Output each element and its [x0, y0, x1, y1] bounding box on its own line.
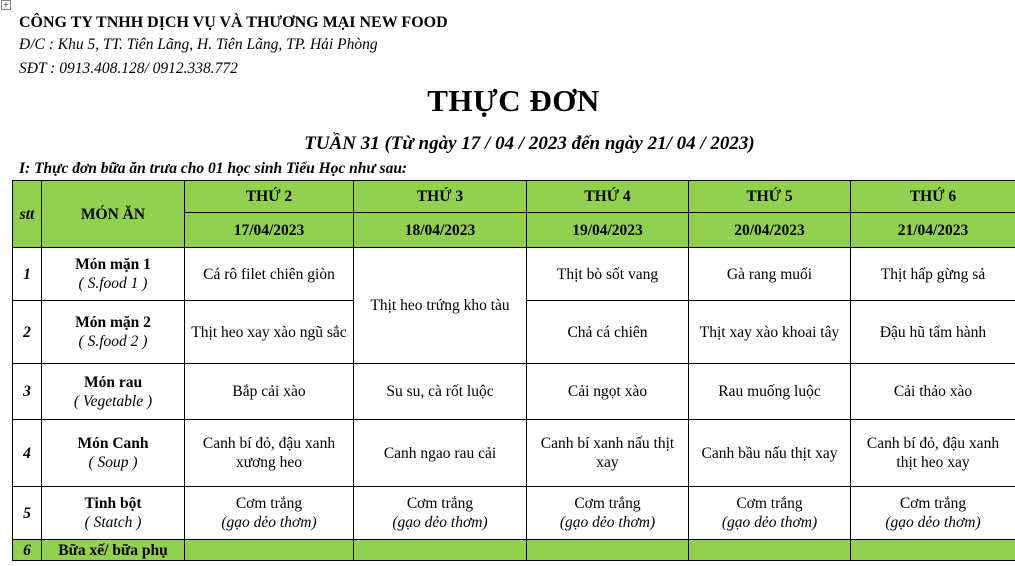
menu-cell-mon[interactable] — [185, 487, 354, 540]
dish-type-label: Món mặn 1 — [75, 256, 151, 273]
company-address: Đ/C : Khu 5, TT. Tiên Lãng, H. Tiên Lãng, TP. Hải Phòng — [19, 36, 378, 53]
row-number[interactable]: 2 — [13, 301, 42, 364]
row-number[interactable]: 1 — [13, 248, 42, 301]
menu-cell-fri[interactable]: Thịt hấp gừng sả — [851, 248, 1015, 301]
date-header-thu[interactable]: 20/04/2023 — [689, 213, 851, 248]
dish-type-sub: ( Soup ) — [88, 454, 138, 471]
dish-type-label: Món Canh — [77, 435, 149, 452]
menu-cell-thu[interactable] — [689, 487, 851, 540]
row-number[interactable]: 4 — [13, 420, 42, 487]
snack-cell-tue[interactable] — [354, 540, 527, 561]
date-header-wed[interactable]: 19/04/2023 — [527, 213, 689, 248]
menu-item: Cơm trắng — [406, 495, 474, 512]
menu-cell-thu[interactable]: Rau muống luộc — [689, 364, 851, 420]
dish-type-cell[interactable] — [42, 364, 185, 420]
row-number[interactable]: 3 — [13, 364, 42, 420]
menu-table[interactable] — [12, 180, 1015, 561]
menu-cell-mon[interactable]: Thịt heo xay xào ngũ sắc — [185, 301, 354, 364]
table-row — [13, 248, 1015, 301]
week-range: TUẦN 31 (Từ ngày 17 / 04 / 2023 đến ngày 21/ 04 / 2023) — [304, 133, 755, 154]
row-number[interactable]: 6 — [13, 540, 42, 561]
menu-cell-mon[interactable]: Bắp cải xào — [185, 364, 354, 420]
dish-type-sub: ( Statch ) — [84, 514, 142, 531]
day-header-wed[interactable]: THỨ 4 — [527, 181, 689, 213]
day-header-tue[interactable]: THỨ 3 — [354, 181, 527, 213]
table-row — [13, 364, 1015, 420]
menu-cell-mon[interactable]: Cá rô filet chiên giòn — [185, 248, 354, 301]
section-heading: I: Thực đơn bữa ăn trưa cho 01 học sinh Tiểu Học như sau: — [19, 160, 408, 177]
menu-cell-tue[interactable]: Canh ngao rau cải — [354, 420, 527, 487]
document-title: THỰC ĐƠN — [427, 83, 600, 118]
snack-cell-thu[interactable] — [689, 540, 851, 561]
table-header-row-days — [13, 181, 1015, 213]
table-row-snack — [13, 540, 1015, 561]
company-phone: SĐT : 0913.408.128/ 0912.338.772 — [19, 60, 238, 77]
dish-type-label: Món mặn 2 — [75, 314, 151, 331]
day-header-mon[interactable]: THỨ 2 — [185, 181, 354, 213]
menu-cell-wed[interactable]: Chả cá chiên — [527, 301, 689, 364]
snack-cell-wed[interactable] — [527, 540, 689, 561]
menu-cell-fri[interactable] — [851, 487, 1015, 540]
dish-type-label: Tinh bột — [84, 495, 142, 512]
menu-item-note: (gạo dẻo thơm) — [392, 514, 488, 531]
dish-type-cell[interactable] — [42, 301, 185, 364]
menu-cell-wed[interactable]: Canh bí xanh nấu thịt xay — [527, 420, 689, 487]
dish-type-cell[interactable] — [42, 487, 185, 540]
menu-cell-fri[interactable]: Canh bí đỏ, đậu xanh thịt heo xay — [851, 420, 1015, 487]
menu-cell-mon[interactable]: Canh bí đỏ, đậu xanh xương heo — [185, 420, 354, 487]
menu-cell-wed[interactable]: Cải ngọt xào — [527, 364, 689, 420]
menu-cell-fri[interactable]: Cải thảo xào — [851, 364, 1015, 420]
dish-header[interactable]: MÓN ĂN — [42, 181, 185, 248]
menu-item-note: (gạo dẻo thơm) — [221, 514, 317, 531]
company-name: CÔNG TY TNHH DỊCH VỤ VÀ THƯƠNG MẠI NEW FOOD — [19, 14, 448, 31]
menu-item-note: (gạo dẻo thơm) — [559, 514, 656, 531]
menu-item-note: (gạo dẻo thơm) — [721, 514, 818, 531]
table-move-handle-icon[interactable]: + — [2, 0, 10, 9]
dish-type-label[interactable]: Bữa xế/ bữa phụ — [42, 540, 185, 561]
stt-header[interactable]: stt — [13, 181, 42, 248]
table-row — [13, 487, 1015, 540]
date-header-mon[interactable]: 17/04/2023 — [185, 213, 354, 248]
menu-item: Cơm trắng — [736, 495, 803, 512]
menu-cell-wed[interactable]: Thịt bò sốt vang — [527, 248, 689, 301]
date-header-fri[interactable]: 21/04/2023 — [851, 213, 1015, 248]
menu-item: Cơm trắng — [899, 495, 967, 512]
day-header-thu[interactable]: THỨ 5 — [689, 181, 851, 213]
menu-cell-thu[interactable]: Canh bầu nấu thịt xay — [689, 420, 851, 487]
dish-type-label: Món rau — [83, 373, 143, 391]
dish-type-sub: ( Vegetable ) — [73, 392, 153, 410]
menu-cell-thu[interactable]: Gà rang muối — [689, 248, 851, 301]
menu-cell-wed[interactable] — [527, 487, 689, 540]
menu-cell-tue[interactable] — [354, 487, 527, 540]
menu-item: Cơm trắng — [574, 495, 641, 512]
menu-cell-thu[interactable]: Thịt xay xào khoai tây — [689, 301, 851, 364]
dish-type-sub: ( S.food 1 ) — [78, 275, 148, 292]
day-header-fri[interactable]: THỨ 6 — [851, 181, 1015, 213]
menu-cell-fri[interactable]: Đậu hũ tẩm hành — [851, 301, 1015, 364]
menu-item-note: (gạo dẻo thơm) — [885, 514, 981, 531]
snack-cell-mon[interactable] — [185, 540, 354, 561]
dish-type-cell[interactable] — [42, 248, 185, 301]
table-row — [13, 420, 1015, 487]
dish-type-sub: ( S.food 2 ) — [78, 333, 148, 350]
dish-type-cell[interactable] — [42, 420, 185, 487]
date-header-tue[interactable]: 18/04/2023 — [354, 213, 527, 248]
menu-cell-tue-merged[interactable]: Thịt heo trứng kho tàu — [354, 248, 527, 364]
menu-cell-tue[interactable]: Su su, cà rốt luộc — [354, 364, 527, 420]
menu-item: Cơm trắng — [235, 495, 303, 512]
snack-cell-fri[interactable] — [851, 540, 1015, 561]
row-number[interactable]: 5 — [13, 487, 42, 540]
